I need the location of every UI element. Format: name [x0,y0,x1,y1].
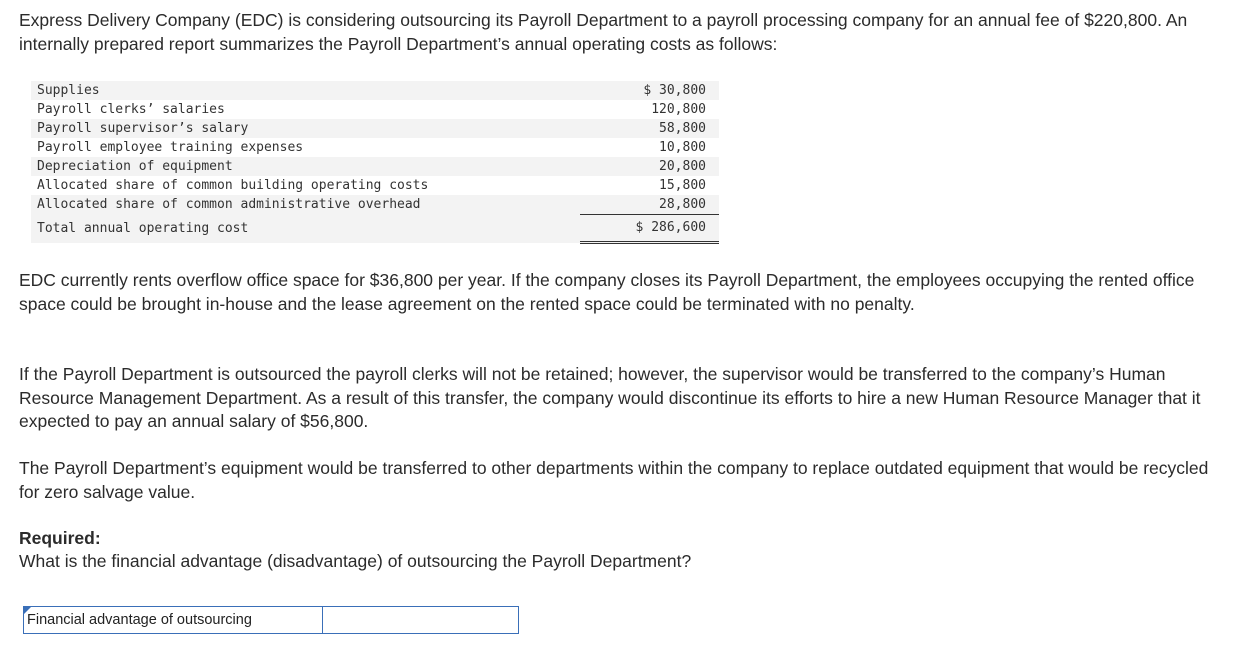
table-row [31,176,719,195]
cost-amount: 15,800 [580,176,719,195]
table-row [31,119,719,138]
answer-input-cell [323,607,518,633]
total-row [31,215,719,243]
intro-paragraph: Express Delivery Company (EDC) is considering outsourcing its Payroll Department to a payroll processing company for an annual fee of $220,800. An internally prepared report summarizes the Payroll Department’s annual operating costs as follows: [19,10,1188,54]
table-row [31,81,719,100]
rent-paragraph: EDC currently rents overflow office space for $36,800 per year. If the company closes its Payroll Department, the employees occupying the rented office space could be brought in-house and the lease agreement on the rented space could be terminated with no penalty. [19,270,1195,314]
total-amount: $ 286,600 [580,215,719,243]
cost-label: Depreciation of equipment [31,157,484,176]
cost-label: Allocated share of common administrative overhead [31,195,484,215]
cost-label: Supplies [31,81,484,100]
table-row [31,138,719,157]
cost-amount: 58,800 [580,119,719,138]
financial-advantage-input[interactable] [323,607,518,633]
equipment-paragraph: The Payroll Department’s equipment would be transferred to other departments within the company to replace outdated equipment that would be recycled for zero salvage value. [19,458,1209,502]
cost-label: Allocated share of common building operating costs [31,176,484,195]
cost-amount: $ 30,800 [580,81,719,100]
corner-marker-icon [24,607,31,614]
cost-amount: 10,800 [580,138,719,157]
supervisor-paragraph: If the Payroll Department is outsourced the payroll clerks will not be retained; however, the supervisor would be transferred to the company’s Human Resource Management Department. As a result of this transfer, the company would discontinue its efforts to hire a new Human Resource Manager that it expected to pay an annual salary of $56,800. [19,364,1201,431]
cost-label: Payroll clerks’ salaries [31,100,484,119]
cost-label: Payroll employee training expenses [31,138,484,157]
cost-amount: 20,800 [580,157,719,176]
required-heading: Required: [19,528,101,548]
table-row [31,195,719,215]
cost-label: Payroll supervisor’s salary [31,119,484,138]
total-label: Total annual operating cost [31,215,484,243]
required-question: What is the financial advantage (disadvantage) of outsourcing the Payroll Department? [19,551,692,571]
operating-cost-table [31,81,719,244]
cost-amount: 28,800 [580,195,719,215]
answer-label-cell [24,607,323,633]
answer-label: Financial advantage of outsourcing [27,612,252,628]
cost-amount: 120,800 [580,100,719,119]
answer-row [23,606,519,634]
table-row [31,157,719,176]
table-row [31,100,719,119]
